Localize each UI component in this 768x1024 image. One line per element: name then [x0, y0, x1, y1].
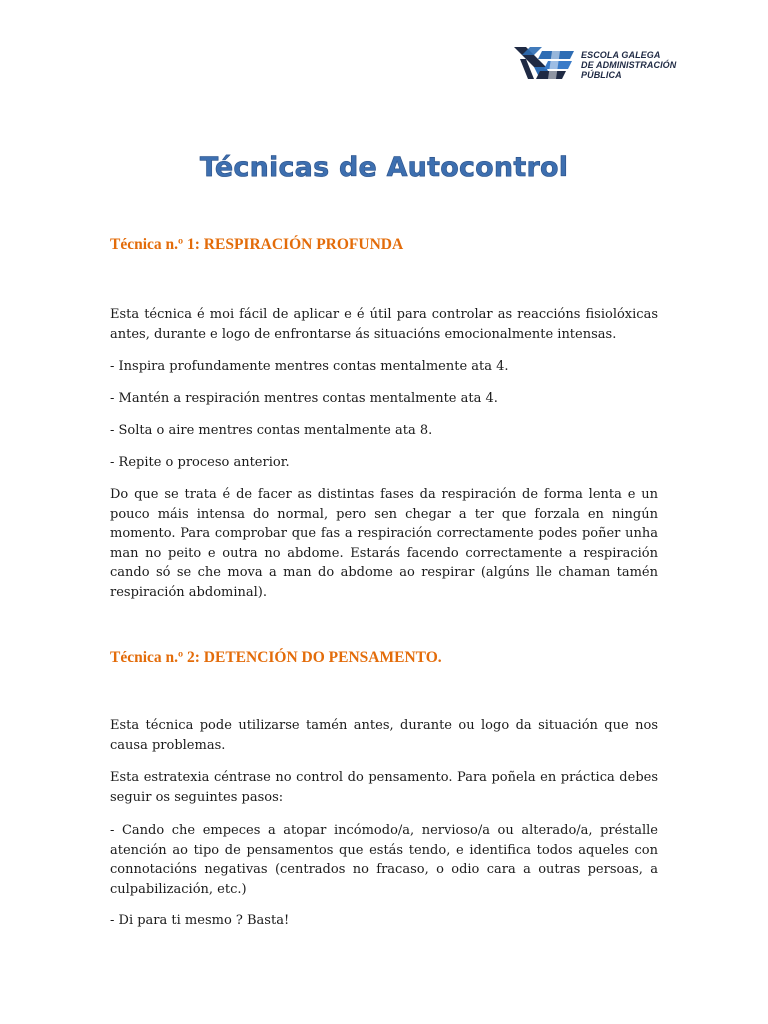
technique-1-explanation: Do que se trata é de facer as distintas fases da respiración de forma lenta e un pouco máis intensa do normal, pero sen chegar a ter que forzala en ningún momento. Para comprobar que fas a respiración correctamente podes poñer unha man no peito e outra no abdome. Estarás facendo correctamente a respiración cando só se che mova a man do abdome ao respirar (algúns lle chaman tamén respiración abdominal).	[110, 487, 658, 600]
technique-2-heading: Técnica n.º 2: DETENCIÓN DO PENSAMENTO.	[110, 649, 442, 666]
technique-2-strategy: Esta estratexia céntrase no control do pensamento. Para poñela en práctica debes seguir os seguintes pasos:	[110, 770, 658, 805]
technique-1-step-3: - Solta o aire mentres contas mentalmente ata 8.	[110, 423, 433, 438]
technique-1-intro: Esta técnica é moi fácil de aplicar e é útil para controlar as reaccións fisiolóxicas antes, durante e logo de enfrontarse ás situacións emocionalmente intensas.	[110, 307, 658, 342]
egap-logo-text	[581, 50, 676, 80]
page-title: Técnicas de Autocontrol	[199, 152, 569, 183]
egap-emblem-icon	[512, 45, 576, 85]
technique-1-step-2: - Mantén a respiración mentres contas mentalmente ata 4.	[110, 391, 498, 406]
technique-1-step-4: - Repite o proceso anterior.	[110, 455, 290, 470]
logo-line-3: PÚBLICA	[581, 70, 622, 80]
logo-line-2: DE ADMINISTRACIÓN	[581, 60, 677, 70]
technique-2-intro: Esta técnica pode utilizarse tamén antes, durante ou logo da situación que nos causa problemas.	[110, 718, 658, 753]
egap-logo	[512, 45, 676, 85]
technique-2-step-1: - Cando che empeces a atopar incómodo/a, nervioso/a ou alterado/a, préstalle atención ao tipo de pensamentos que estás tendo, e identifica todos aqueles con connotacións negativas (centrados no fracaso, o odio cara a outras persoas, a culpabilización, etc.)	[110, 823, 658, 897]
technique-2-step-2: - Di para ti mesmo ? Basta!	[110, 913, 290, 928]
logo-line-1: ESCOLA GALEGA	[581, 50, 661, 60]
technique-1-heading: Técnica n.º 1: RESPIRACIÓN PROFUNDA	[110, 236, 404, 253]
technique-1-step-1: - Inspira profundamente mentres contas mentalmente ata 4.	[110, 359, 509, 374]
